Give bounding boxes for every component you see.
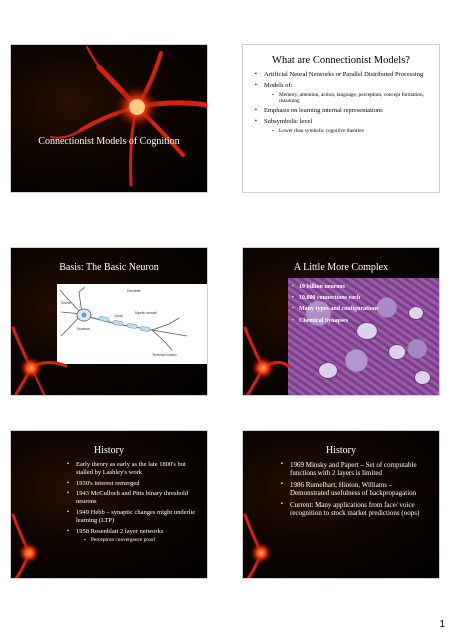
bullet: ▪ 10 billion neurons bbox=[292, 284, 379, 291]
sub-bullet: ▪ Memory, attention, action, language, perception, concept formation, reasoning bbox=[272, 92, 433, 105]
bullet: ▪ 1943 McCulloch and Pitts binary threshold neurons bbox=[67, 490, 199, 506]
slide-3 bbox=[10, 247, 208, 396]
slide-2 bbox=[242, 44, 440, 193]
slide-4 bbox=[242, 247, 440, 396]
slide-5 bbox=[10, 430, 208, 579]
slide-1 bbox=[10, 44, 208, 193]
neuron-diagram bbox=[57, 284, 207, 364]
tissue-cell bbox=[388, 344, 406, 360]
bullet: ▪ Emphasis on learning internal representations bbox=[255, 107, 433, 115]
bullet: ▪ 1958 Rosenblatt 2 layer networks ▪ Perceptron convergence proof bbox=[67, 528, 199, 544]
bullet: ▪ 1986 Rumelhart, Hinton, Williams – Demonstrated usefulness of backpropagation bbox=[281, 481, 429, 498]
bullet: ▪ 10,000 connections each bbox=[292, 295, 379, 302]
slide-2-bullets bbox=[255, 71, 433, 137]
label-soma: Soma bbox=[61, 301, 71, 305]
bullet: ▪ Current: Many applications from face/ voice recognition to stock market predictions (oops) bbox=[281, 501, 429, 518]
slide-1-title: Connectionist Models of Cognition bbox=[38, 136, 180, 147]
bullet: ▪ Subsymbolic level ▪ Lower than symbolic cognitive theories bbox=[255, 118, 433, 134]
slide-6-title: History bbox=[326, 445, 356, 456]
bullet: ▪ 1949 Hebb – synaptic changes might underlie learning (LTP) bbox=[67, 509, 199, 525]
bullet: ▪ 1930's interest remerged bbox=[67, 480, 199, 488]
slide-4-title: A Little More Complex bbox=[293, 262, 389, 273]
slide-5-title: History bbox=[94, 445, 124, 456]
slide-6-bullets bbox=[281, 461, 429, 520]
sub-bullet: ▪ Perceptron convergence proof bbox=[84, 537, 199, 543]
neuron-corner-icon bbox=[243, 248, 303, 396]
label-axon: Axon bbox=[115, 314, 124, 318]
bullet: ▪ Artificial Neural Networks or Parallel Distributed Processing bbox=[255, 71, 433, 79]
label-dendrite: Dendrite bbox=[127, 289, 141, 293]
brain-tissue-image bbox=[288, 278, 440, 396]
bullet: ▪ Models of: ▪ Memory, attention, action, language, perception, concept formation, reasoning bbox=[255, 82, 433, 105]
label-myelin: Myelin sheath bbox=[135, 311, 158, 315]
tissue-cell bbox=[318, 362, 338, 379]
label-nucleus: Nucleus bbox=[77, 327, 90, 331]
sub-bullets bbox=[76, 537, 199, 543]
bullet: ▪ Chemical Synapses bbox=[292, 318, 379, 325]
sub-bullets bbox=[264, 92, 433, 105]
label-terminal: Terminal button bbox=[152, 353, 177, 357]
slide-3-title: Basis: The Basic Neuron bbox=[59, 262, 159, 273]
tissue-cell bbox=[414, 370, 431, 385]
sub-bullet: ▪ Lower than symbolic cognitive theories bbox=[272, 128, 433, 134]
tissue-cell bbox=[408, 306, 424, 320]
neuron-illustration bbox=[11, 45, 208, 193]
bullet: ▪ 1969 Minsky and Papert – Set of computable functions with 2 layers is limited bbox=[281, 461, 429, 478]
neuron-corner-icon bbox=[11, 248, 71, 396]
neuron-corner-icon bbox=[243, 431, 303, 579]
page-number: 1 bbox=[439, 619, 445, 630]
bullet: ▪ Early theory as early as the late 1800's but stalled by Lashley's work bbox=[67, 461, 199, 477]
slide-2-title: What are Connectionist Models? bbox=[272, 55, 410, 66]
neuron-corner-icon bbox=[11, 431, 71, 579]
slide-5-bullets bbox=[67, 461, 199, 547]
slide-6 bbox=[242, 430, 440, 579]
slide-4-bullets bbox=[292, 284, 379, 329]
bullet: ▪ Many types and configurations bbox=[292, 306, 379, 313]
sub-bullets bbox=[264, 128, 433, 134]
